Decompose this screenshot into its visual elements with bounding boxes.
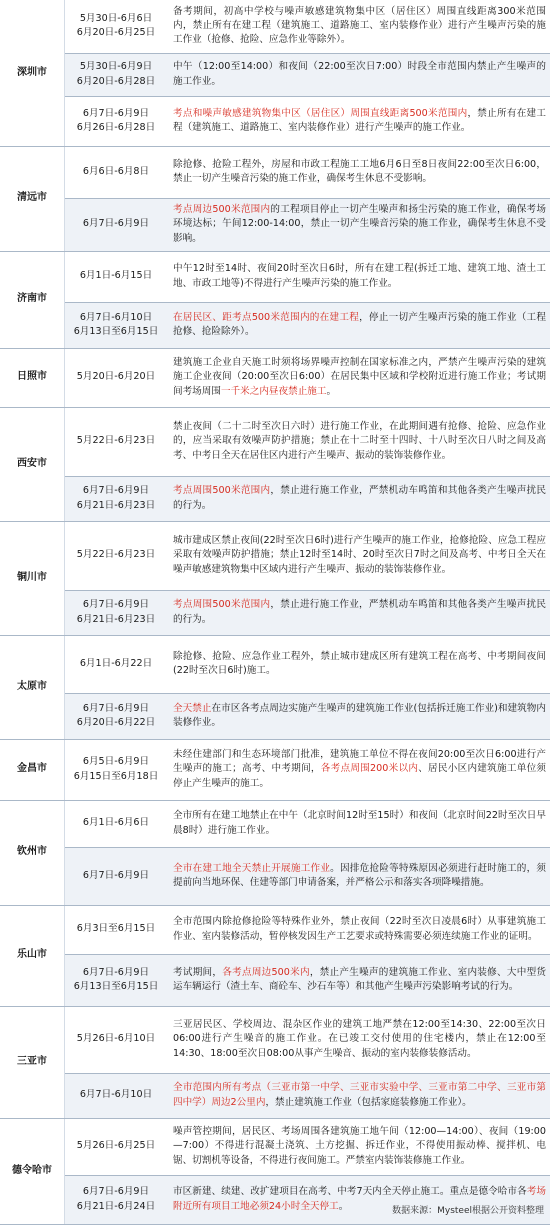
rule-text: 噪声管控期间，居民区、考场周围各建筑施工地午间（12:00—14:00）、夜间（19:00—7:00）不得进行混凝土浇筑、土方挖掘、拆迁作业，不得使用振动棒、搅拌机、电锯、切割机等设备，不得进行夜间施工。严禁室内装饰装修施工作业。 bbox=[173, 1126, 546, 1166]
rule-cell bbox=[167, 198, 550, 251]
rule-cell bbox=[167, 1006, 550, 1073]
period-cell bbox=[65, 905, 168, 954]
city-cell: 钦州市 bbox=[0, 800, 65, 905]
rule-text: ，停止一切产生噪声污染的施工作业（工程抢修、抢险除外）。 bbox=[173, 311, 546, 337]
rule-cell bbox=[167, 739, 550, 800]
period-cell bbox=[65, 954, 168, 1006]
rule-text: 未经住建部门和生态环境部门批准，建筑施工单位不得在夜间20:00至次日6:00进行产生噪声的施工；高考、中考期间， bbox=[173, 749, 546, 775]
city-cell: 日照市 bbox=[0, 348, 65, 407]
rule-text: 市区新建、续建、改扩建项目在高考、中考7天内全天停止施工。重点是德令哈市各 bbox=[173, 1186, 527, 1198]
city-cell: 太原市 bbox=[0, 635, 65, 739]
rule-text: 全市所有在建工地禁止在中午（北京时间12时至15时）和夜间（北京时间22时至次日早晨8时）进行施工作业。 bbox=[173, 810, 546, 836]
period-cell bbox=[65, 302, 168, 348]
table-row bbox=[0, 954, 550, 1006]
table-row bbox=[0, 476, 550, 521]
rule-text: 。 bbox=[338, 1200, 349, 1212]
period-cell bbox=[65, 53, 168, 96]
city-cell: 乐山市 bbox=[0, 905, 65, 1006]
rule-cell bbox=[167, 0, 550, 53]
city-cell: 金昌市 bbox=[0, 739, 65, 800]
rule-text: 建筑施工企业自天施工时须将场界噪声控制在国家标准之内，严禁产生噪声污染的建筑施工企业夜间（20:00至次日6:00）在居民集中区域和学校附近进行施工作业；考试期间考场周围 bbox=[173, 357, 546, 397]
period-line: 6月6日-6月8日 bbox=[82, 165, 150, 177]
period-line: 5月30日-6月9日 bbox=[79, 61, 153, 73]
rule-cell bbox=[167, 302, 550, 348]
rule-text: ，禁止进行施工作业，严禁机动车鸣笛和其他各类产生噪声扰民的行为。 bbox=[173, 599, 546, 625]
period-line: 6月7日-6月9日 bbox=[82, 599, 150, 611]
rule-cell bbox=[167, 521, 550, 590]
rule-cell bbox=[167, 1118, 550, 1175]
table-row bbox=[0, 407, 550, 476]
table-row bbox=[0, 0, 550, 53]
highlighted-text: 全天禁止 bbox=[173, 702, 212, 714]
period-line: 6月20日-6月25日 bbox=[76, 27, 156, 39]
table-row bbox=[0, 693, 550, 739]
city-cell: 德令哈市 bbox=[0, 1118, 65, 1224]
table-row bbox=[0, 198, 550, 251]
city-cell: 三亚市 bbox=[0, 1006, 65, 1118]
rule-cell bbox=[167, 800, 550, 847]
period-line: 6月15日至6月18日 bbox=[73, 770, 159, 782]
table-row bbox=[0, 905, 550, 954]
period-line: 6月26日-6月28日 bbox=[76, 122, 156, 133]
table-row bbox=[0, 847, 550, 905]
period-line: 6月1日-6月6日 bbox=[82, 817, 150, 829]
period-cell bbox=[65, 407, 168, 476]
rule-text: ，禁止进行施工作业，严禁机动车鸣笛和其他各类产生噪声扰民的行为。 bbox=[173, 485, 546, 511]
table-row bbox=[0, 521, 550, 590]
period-cell bbox=[65, 476, 168, 521]
period-cell bbox=[65, 635, 168, 693]
rule-cell bbox=[167, 635, 550, 693]
period-line: 6月7日-6月9日 bbox=[82, 966, 150, 978]
highlighted-text: 考场附近所有项目工地必须24小时全天停工 bbox=[173, 1186, 546, 1212]
rule-cell bbox=[167, 53, 550, 96]
period-line: 5月26日-6月25日 bbox=[76, 1140, 156, 1152]
table-row bbox=[0, 1118, 550, 1175]
table-row bbox=[0, 348, 550, 407]
rule-cell bbox=[167, 251, 550, 302]
period-line: 6月7日-6月9日 bbox=[82, 1186, 150, 1198]
period-cell bbox=[65, 800, 168, 847]
period-line: 6月7日-6月9日 bbox=[82, 702, 150, 714]
period-cell bbox=[65, 1118, 168, 1175]
rule-text: 城市建成区禁止夜间(22时至次日6时)进行产生噪声的施工作业，抢修抢险、应急工程应采取有效噪声防护措施；禁止12时至14时、20时至次日7时之间及高考、中考日全天在噪声敏感建筑物集中区域内进行产生噪声、振动的装饰装修作业。 bbox=[173, 535, 546, 575]
period-line: 6月7日-6月9日 bbox=[82, 107, 150, 119]
period-cell bbox=[65, 0, 168, 53]
rule-text: 。 bbox=[326, 385, 337, 397]
city-cell: 清远市 bbox=[0, 146, 65, 251]
period-cell bbox=[65, 693, 168, 739]
period-cell bbox=[65, 96, 168, 146]
rule-text: ，禁止建筑施工作业（包括家庭装修施工作业）。 bbox=[265, 1096, 472, 1108]
period-line: 6月7日-6月9日 bbox=[82, 218, 150, 230]
table-row bbox=[0, 302, 550, 348]
period-line: 6月7日-6月9日 bbox=[82, 485, 150, 497]
rule-text: 。因排危抢险等特殊原因必须进行赶时施工的，须提前向当地环保、住建等部门申请备案，并严格公示和落实各项降噪措施。 bbox=[173, 862, 547, 888]
rule-cell bbox=[167, 693, 550, 739]
rule-cell bbox=[167, 476, 550, 521]
period-cell bbox=[65, 1175, 168, 1224]
rule-cell bbox=[167, 905, 550, 954]
period-line: 6月13日至6月15日 bbox=[73, 981, 159, 992]
rule-text: 的工程项目停止一切产生噪声和扬尘污染的施工作业，确保考场环境达标；午间12:00-14:00，禁止一切产生噪音污染的施工作业，确保考生休息不受影响。 bbox=[173, 204, 546, 244]
table-row bbox=[0, 1175, 550, 1224]
table-row bbox=[0, 590, 550, 635]
rule-cell bbox=[167, 96, 550, 146]
period-line: 6月7日-6月9日 bbox=[82, 869, 150, 881]
period-line: 6月21日-6月23日 bbox=[76, 613, 156, 625]
period-line: 6月1日-6月22日 bbox=[79, 657, 153, 669]
period-line: 6月20日-6月22日 bbox=[76, 717, 156, 728]
period-line: 6月13日至6月15日 bbox=[73, 326, 159, 337]
table-row bbox=[0, 1073, 550, 1118]
table-row bbox=[0, 251, 550, 302]
table-row bbox=[0, 800, 550, 847]
data-source-note: 数据来源：Mysteel根据公开资料整理 bbox=[392, 1206, 544, 1216]
rule-text: ，禁止所有在建工程（建筑施工、道路施工、室内装修作业）进行产生噪声的施工作业。 bbox=[173, 107, 546, 133]
rule-text: ，禁止产生噪声的建筑施工作业、室内装修、大中型货运车辆运行（渣土车、商砼车、沙石车等）和其他产生噪声污染影响考试的行为。 bbox=[173, 966, 547, 992]
city-cell: 济南市 bbox=[0, 251, 65, 348]
highlighted-text: 在居民区、距考点500米范围内的在建工程 bbox=[173, 311, 360, 323]
period-cell bbox=[65, 348, 168, 407]
period-cell bbox=[65, 251, 168, 302]
city-cell: 铜川市 bbox=[0, 521, 65, 635]
rule-text: 考试期间， bbox=[173, 966, 223, 978]
period-line: 5月22日-6月23日 bbox=[76, 435, 156, 447]
rule-text: 三亚居民区、学校周边、混杂区作业的建筑工地严禁在12:00至14:30、22:00至次日06:00进行产生噪音的施工作业。在已竣工交付使用的住宅楼内，禁止在12:00至14:30、18:00至次日08:00从事产生噪音、振动的室内装修装修活动。 bbox=[173, 1019, 546, 1059]
highlighted-text: 全市在建工地全天禁止开展施工作业 bbox=[173, 862, 331, 874]
period-cell bbox=[65, 1073, 168, 1118]
period-line: 5月30日-6月6日 bbox=[79, 13, 153, 25]
city-cell: 西安市 bbox=[0, 407, 65, 521]
period-cell bbox=[65, 1006, 168, 1073]
period-cell bbox=[65, 521, 168, 590]
period-cell bbox=[65, 847, 168, 905]
period-line: 5月26日-6月10日 bbox=[76, 1033, 156, 1045]
rule-text: 全市范围内除抢修抢险等特殊作业外，禁止夜间（22时至次日凌晨6时）从事建筑施工作业、室内装修活动，暂停核发因生产工艺要求或特殊需要必须连续施工作业的证明。 bbox=[173, 916, 546, 942]
period-cell bbox=[65, 590, 168, 635]
highlighted-text: 考点和噪声敏感建筑物集中区（居住区）周围直线距离500米范围内 bbox=[173, 107, 468, 119]
rule-cell bbox=[167, 1073, 550, 1118]
table-row bbox=[0, 53, 550, 96]
period-line: 6月1日-6月15日 bbox=[79, 270, 153, 282]
period-line: 6月5日-6月9日 bbox=[82, 756, 150, 768]
period-line: 5月20日-6月20日 bbox=[76, 371, 156, 383]
table-row bbox=[0, 146, 550, 198]
period-line: 6月20日-6月28日 bbox=[76, 75, 156, 87]
rule-text: 中午（12:00至14:00）和夜间（22:00至次日7:00）时段全市范围内禁止产生噪声的施工作业。 bbox=[173, 61, 546, 87]
city-cell: 深圳市 bbox=[0, 0, 65, 146]
highlighted-text: 各考点周边500米内 bbox=[222, 966, 310, 978]
period-cell bbox=[65, 198, 168, 251]
period-line: 6月3日至6月15日 bbox=[76, 923, 156, 935]
period-line: 6月21日-6月24日 bbox=[76, 1200, 156, 1212]
table-row bbox=[0, 96, 550, 146]
period-line: 6月7日-6月10日 bbox=[79, 1089, 153, 1101]
rule-text: 除抢修、抢险、应急作业工程外，禁止城市建成区所有建筑工程在高考、中考期间夜间(22时至次日6时)施工。 bbox=[173, 650, 546, 676]
period-cell bbox=[65, 739, 168, 800]
highlighted-text: 考点周围500米范围内 bbox=[173, 485, 271, 497]
rule-text: 备考期间，初高中学校与噪声敏感建筑物集中区（居住区）周围直线距离300米范围内，禁止所有在建工程（建筑施工、道路施工、室内装修作业）进行产生噪声污染的施工作业（抢修、抢险、应急作业等除外）。 bbox=[173, 5, 546, 46]
rule-text: 、居民小区内建筑施工单位须停止产生噪声的施工。 bbox=[173, 763, 547, 789]
rule-cell bbox=[167, 146, 550, 198]
period-line: 5月22日-6月23日 bbox=[76, 549, 156, 561]
highlighted-text: 一千米之内昼夜禁止施工 bbox=[220, 385, 327, 397]
rule-cell bbox=[167, 954, 550, 1006]
highlighted-text: 考点周边500米范围内 bbox=[173, 204, 271, 216]
rule-cell bbox=[167, 590, 550, 635]
highlighted-text: 考点周围500米范围内 bbox=[173, 599, 271, 611]
table-row bbox=[0, 635, 550, 693]
table-row bbox=[0, 1006, 550, 1073]
table-row bbox=[0, 739, 550, 800]
rule-text: 中午12时至14时、夜间20时至次日6时，所有在建工程(拆迁工地、建筑工地、渣土工地、市政工地等)不得进行产生噪声污染的施工作业。 bbox=[173, 263, 546, 289]
highlighted-text: 各考点周围200米以内 bbox=[320, 763, 419, 775]
rule-text: 禁止夜间（二十二时至次日六时）进行施工作业，在此期间遇有抢修、抢险、应急作业的，应当采取有效噪声防护措施；禁止在十二时至十四时、十八时至次日八时之间及高考、中考日全天在居住区内进行产生噪声、振动的装饰装修作业。 bbox=[173, 421, 546, 461]
rule-cell bbox=[167, 348, 550, 407]
rule-text: 在市区各考点周边实施产生噪声的建筑施工作业(包括拆迁施工作业)和建筑物内装修作业。 bbox=[173, 702, 546, 728]
period-cell bbox=[65, 146, 168, 198]
rule-cell bbox=[167, 847, 550, 905]
highlighted-text: 全市范围内所有考点（三亚市第一中学、三亚市实验中学、三亚市第二中学、三亚市第四中学）周边2公里内 bbox=[173, 1082, 546, 1108]
rule-cell bbox=[167, 407, 550, 476]
rule-cell bbox=[167, 1175, 550, 1224]
rule-text: 除抢修、抢险工程外，房屋和市政工程施工工地6月6日至8日夜间22:00至次日6:00，禁止一切产生噪音污染的施工作业，确保考生休息不受影响。 bbox=[173, 158, 546, 184]
period-line: 6月7日-6月10日 bbox=[79, 311, 153, 323]
period-line: 6月21日-6月23日 bbox=[76, 499, 156, 511]
